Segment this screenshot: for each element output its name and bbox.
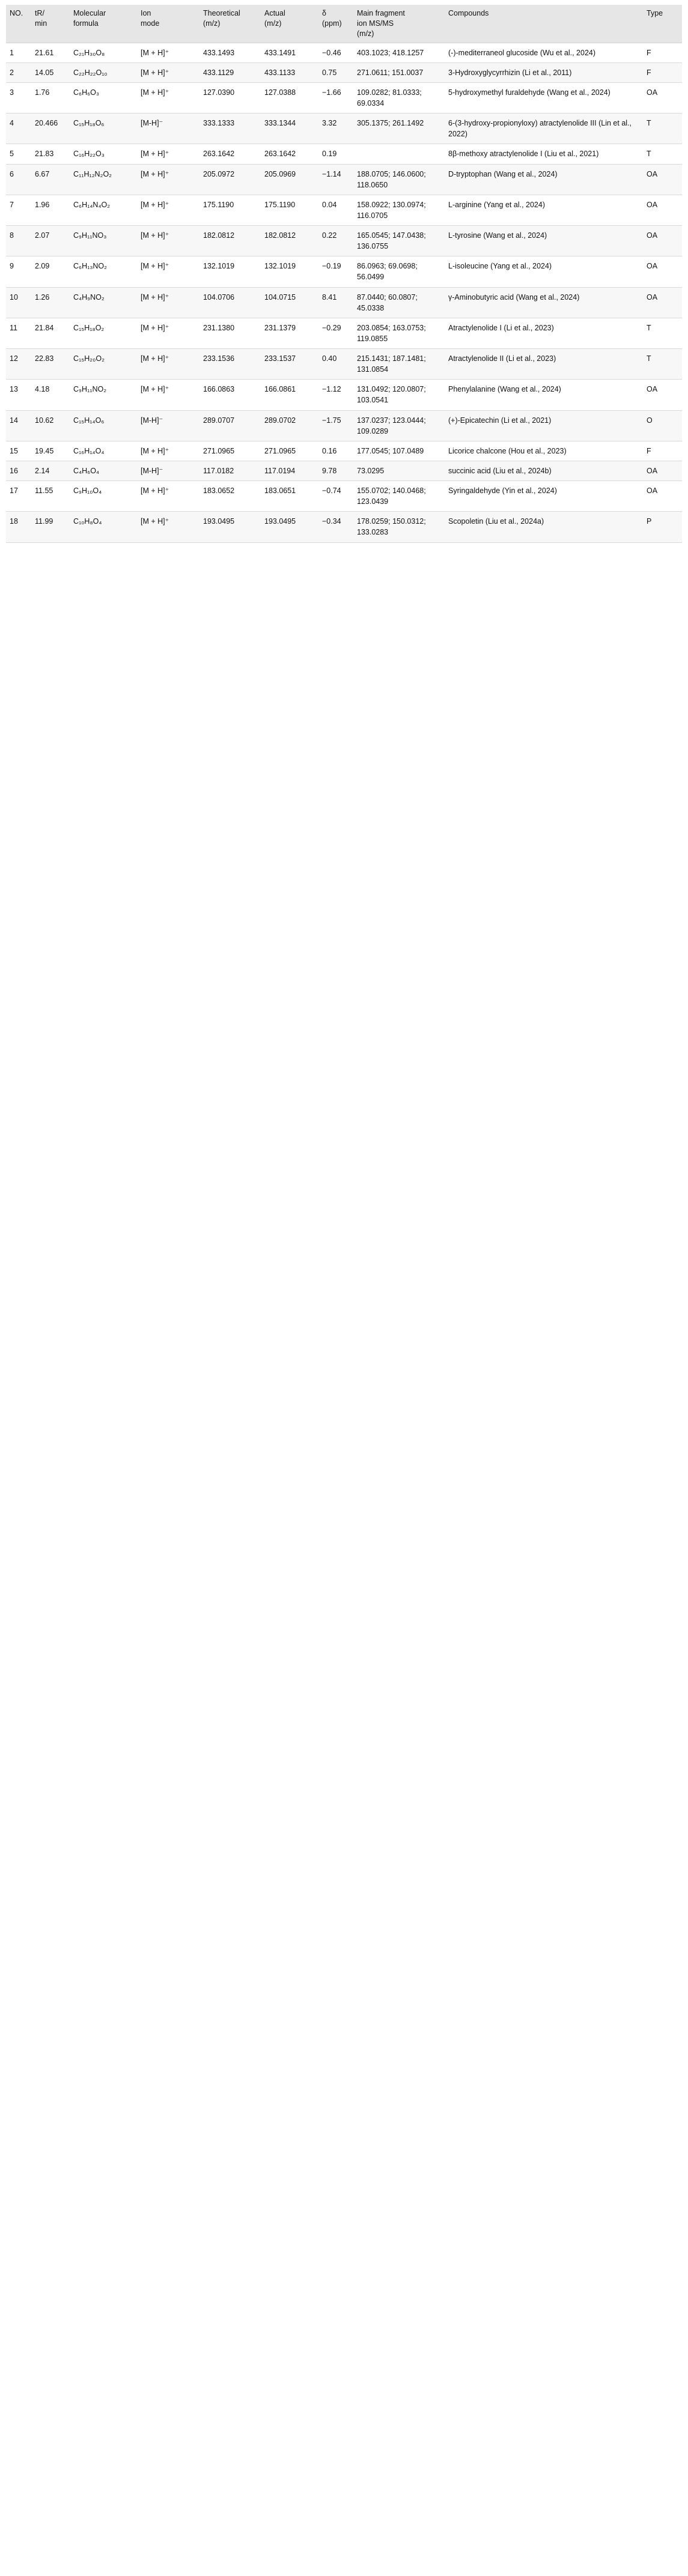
cell-ion-mode: [M + H]⁺ [137, 287, 199, 318]
cell-type: T [643, 144, 682, 164]
cell-retention-time: 1.96 [31, 195, 70, 225]
cell-theoretical-mz: 333.1333 [199, 114, 261, 144]
cell-delta-ppm: −1.75 [318, 410, 353, 441]
cell-delta-ppm: 0.22 [318, 226, 353, 256]
cell-delta-ppm: 0.75 [318, 62, 353, 82]
cell-retention-time: 2.07 [31, 226, 70, 256]
table-body [6, 43, 682, 542]
cell-type: T [643, 114, 682, 144]
cell-delta-ppm: −0.46 [318, 43, 353, 62]
cell-theoretical-mz: 193.0495 [199, 512, 261, 542]
cell-fragment-ions: 403.1023; 418.1257 [353, 43, 445, 62]
cell-theoretical-mz: 433.1493 [199, 43, 261, 62]
header-no: NO. [6, 5, 31, 43]
table-row [6, 256, 682, 287]
table-row [6, 512, 682, 542]
cell-actual-mz: 183.0651 [261, 481, 318, 512]
cell-ion-mode: [M + H]⁺ [137, 481, 199, 512]
cell-delta-ppm: 0.40 [318, 349, 353, 380]
header-type: Type [643, 5, 682, 43]
cell-theoretical-mz: 183.0652 [199, 481, 261, 512]
cell-no: 9 [6, 256, 31, 287]
cell-theoretical-mz: 166.0863 [199, 380, 261, 410]
cell-compound: γ-Aminobutyric acid (Wang et al., 2024) [445, 287, 643, 318]
cell-no: 16 [6, 461, 31, 480]
cell-actual-mz: 117.0194 [261, 461, 318, 480]
cell-actual-mz: 333.1344 [261, 114, 318, 144]
cell-molecular-formula: C₁₀H₈O₄ [70, 512, 137, 542]
table-row [6, 380, 682, 410]
cell-no: 8 [6, 226, 31, 256]
cell-ion-mode: [M + H]⁺ [137, 256, 199, 287]
header-delta-ppm: δ (ppm) [318, 5, 353, 43]
table-row [6, 481, 682, 512]
table-row [6, 287, 682, 318]
cell-delta-ppm: 3.32 [318, 114, 353, 144]
cell-fragment-ions: 86.0963; 69.0698; 56.0499 [353, 256, 445, 287]
cell-molecular-formula: C₂₂H₂₂O₁₀ [70, 62, 137, 82]
cell-type: OA [643, 287, 682, 318]
cell-actual-mz: 263.1642 [261, 144, 318, 164]
cell-ion-mode: [M + H]⁺ [137, 512, 199, 542]
cell-compound: 5-hydroxymethyl furaldehyde (Wang et al., 2024) [445, 82, 643, 113]
cell-actual-mz: 205.0969 [261, 164, 318, 195]
header-fragment-ions: Main fragment ion MS/MS (m/z) [353, 5, 445, 43]
cell-no: 14 [6, 410, 31, 441]
cell-actual-mz: 166.0861 [261, 380, 318, 410]
cell-type: T [643, 318, 682, 348]
cell-type: OA [643, 226, 682, 256]
cell-compound: D-tryptophan (Wang et al., 2024) [445, 164, 643, 195]
cell-retention-time: 21.83 [31, 144, 70, 164]
cell-fragment-ions: 177.0545; 107.0489 [353, 441, 445, 461]
cell-type: T [643, 349, 682, 380]
cell-no: 4 [6, 114, 31, 144]
cell-actual-mz: 433.1491 [261, 43, 318, 62]
cell-fragment-ions: 165.0545; 147.0438; 136.0755 [353, 226, 445, 256]
cell-ion-mode: [M + H]⁺ [137, 380, 199, 410]
cell-type: OA [643, 82, 682, 113]
cell-actual-mz: 127.0388 [261, 82, 318, 113]
cell-actual-mz: 104.0715 [261, 287, 318, 318]
cell-theoretical-mz: 233.1536 [199, 349, 261, 380]
cell-type: OA [643, 481, 682, 512]
cell-no: 3 [6, 82, 31, 113]
cell-ion-mode: [M + H]⁺ [137, 318, 199, 348]
cell-delta-ppm: −1.66 [318, 82, 353, 113]
cell-molecular-formula: C₉H₁₁NO₃ [70, 226, 137, 256]
cell-molecular-formula: C₆H₆O₃ [70, 82, 137, 113]
cell-retention-time: 14.05 [31, 62, 70, 82]
cell-retention-time: 19.45 [31, 441, 70, 461]
cell-fragment-ions: 131.0492; 120.0807; 103.0541 [353, 380, 445, 410]
cell-ion-mode: [M + H]⁺ [137, 144, 199, 164]
cell-delta-ppm: −0.29 [318, 318, 353, 348]
header-actual-mz: Actual (m/z) [261, 5, 318, 43]
cell-retention-time: 2.09 [31, 256, 70, 287]
cell-fragment-ions: 188.0705; 146.0600; 118.0650 [353, 164, 445, 195]
cell-molecular-formula: C₄H₉NO₂ [70, 287, 137, 318]
cell-compound: L-isoleucine (Yang et al., 2024) [445, 256, 643, 287]
cell-actual-mz: 271.0965 [261, 441, 318, 461]
cell-retention-time: 20.466 [31, 114, 70, 144]
cell-molecular-formula: C₁₅H₁₈O₆ [70, 114, 137, 144]
cell-ion-mode: [M-H]⁻ [137, 461, 199, 480]
table-row [6, 441, 682, 461]
cell-compound: (+)-Epicatechin (Li et al., 2021) [445, 410, 643, 441]
cell-actual-mz: 193.0495 [261, 512, 318, 542]
cell-compound: Syringaldehyde (Yin et al., 2024) [445, 481, 643, 512]
cell-type: F [643, 62, 682, 82]
cell-compound: Atractylenolide II (Li et al., 2023) [445, 349, 643, 380]
cell-molecular-formula: C₁₅H₁₈O₂ [70, 318, 137, 348]
cell-fragment-ions: 215.1431; 187.1481; 131.0854 [353, 349, 445, 380]
cell-actual-mz: 289.0702 [261, 410, 318, 441]
cell-retention-time: 21.84 [31, 318, 70, 348]
cell-actual-mz: 233.1537 [261, 349, 318, 380]
cell-retention-time: 1.26 [31, 287, 70, 318]
cell-compound: succinic acid (Liu et al., 2024b) [445, 461, 643, 480]
cell-molecular-formula: C₆H₁₃NO₂ [70, 256, 137, 287]
table-row [6, 226, 682, 256]
cell-retention-time: 4.18 [31, 380, 70, 410]
cell-fragment-ions: 87.0440; 60.0807; 45.0338 [353, 287, 445, 318]
cell-ion-mode: [M + H]⁺ [137, 82, 199, 113]
table-header [6, 5, 682, 43]
cell-molecular-formula: C₄H₆O₄ [70, 461, 137, 480]
cell-type: OA [643, 461, 682, 480]
cell-no: 17 [6, 481, 31, 512]
cell-theoretical-mz: 175.1190 [199, 195, 261, 225]
cell-molecular-formula: C₁₅H₁₄O₆ [70, 410, 137, 441]
cell-ion-mode: [M + H]⁺ [137, 43, 199, 62]
cell-compound: Phenylalanine (Wang et al., 2024) [445, 380, 643, 410]
cell-molecular-formula: C₂₁H₃₀O₈ [70, 43, 137, 62]
table-row [6, 318, 682, 348]
cell-type: F [643, 43, 682, 62]
cell-molecular-formula: C₁₆H₂₂O₃ [70, 144, 137, 164]
cell-theoretical-mz: 117.0182 [199, 461, 261, 480]
cell-molecular-formula: C₁₆H₁₄O₄ [70, 441, 137, 461]
header-theoretical-mz: Theoretical (m/z) [199, 5, 261, 43]
cell-type: O [643, 410, 682, 441]
cell-ion-mode: [M + H]⁺ [137, 164, 199, 195]
cell-delta-ppm: 8.41 [318, 287, 353, 318]
cell-fragment-ions: 203.0854; 163.0753; 119.0855 [353, 318, 445, 348]
cell-retention-time: 11.99 [31, 512, 70, 542]
cell-molecular-formula: C₁₁H₁₂N₂O₂ [70, 164, 137, 195]
cell-type: OA [643, 164, 682, 195]
compound-table [6, 5, 682, 543]
cell-no: 2 [6, 62, 31, 82]
cell-fragment-ions: 73.0295 [353, 461, 445, 480]
cell-theoretical-mz: 433.1129 [199, 62, 261, 82]
table-row [6, 461, 682, 480]
cell-compound: L-arginine (Yang et al., 2024) [445, 195, 643, 225]
cell-delta-ppm: 0.19 [318, 144, 353, 164]
cell-molecular-formula: C₉H₁₁NO₂ [70, 380, 137, 410]
cell-compound: 6-(3-hydroxy-propionyloxy) atractylenolide III (Lin et al., 2022) [445, 114, 643, 144]
cell-delta-ppm: 0.16 [318, 441, 353, 461]
cell-theoretical-mz: 132.1019 [199, 256, 261, 287]
cell-delta-ppm: −1.14 [318, 164, 353, 195]
cell-compound: (-)-mediterraneol glucoside (Wu et al., 2024) [445, 43, 643, 62]
cell-compound: 3-Hydroxyglycyrrhizin (Li et al., 2011) [445, 62, 643, 82]
cell-molecular-formula: C₉H₁₀O₄ [70, 481, 137, 512]
table-row [6, 410, 682, 441]
cell-fragment-ions: 137.0237; 123.0444; 109.0289 [353, 410, 445, 441]
table-row [6, 164, 682, 195]
cell-ion-mode: [M + H]⁺ [137, 195, 199, 225]
cell-no: 7 [6, 195, 31, 225]
table-row [6, 195, 682, 225]
cell-type: F [643, 441, 682, 461]
cell-theoretical-mz: 104.0706 [199, 287, 261, 318]
header-retention-time: tR/ min [31, 5, 70, 43]
header-row [6, 5, 682, 43]
cell-compound: Licorice chalcone (Hou et al., 2023) [445, 441, 643, 461]
cell-delta-ppm: −0.34 [318, 512, 353, 542]
cell-delta-ppm: 9.78 [318, 461, 353, 480]
table-row [6, 349, 682, 380]
cell-fragment-ions: 109.0282; 81.0333; 69.0334 [353, 82, 445, 113]
table-row [6, 144, 682, 164]
cell-type: OA [643, 195, 682, 225]
cell-retention-time: 2.14 [31, 461, 70, 480]
table-page [0, 0, 688, 550]
cell-no: 18 [6, 512, 31, 542]
cell-theoretical-mz: 271.0965 [199, 441, 261, 461]
cell-fragment-ions [353, 144, 445, 164]
cell-molecular-formula: C₁₅H₂₀O₂ [70, 349, 137, 380]
cell-ion-mode: [M-H]⁻ [137, 410, 199, 441]
cell-ion-mode: [M + H]⁺ [137, 62, 199, 82]
cell-compound: Atractylenolide I (Li et al., 2023) [445, 318, 643, 348]
cell-actual-mz: 433.1133 [261, 62, 318, 82]
header-molecular-formula: Molecular formula [70, 5, 137, 43]
header-ion-mode: Ion mode [137, 5, 199, 43]
table-row [6, 62, 682, 82]
cell-type: OA [643, 256, 682, 287]
cell-no: 10 [6, 287, 31, 318]
cell-actual-mz: 132.1019 [261, 256, 318, 287]
cell-theoretical-mz: 289.0707 [199, 410, 261, 441]
cell-retention-time: 21.61 [31, 43, 70, 62]
cell-theoretical-mz: 231.1380 [199, 318, 261, 348]
cell-delta-ppm: −1.12 [318, 380, 353, 410]
cell-fragment-ions: 178.0259; 150.0312; 133.0283 [353, 512, 445, 542]
cell-actual-mz: 182.0812 [261, 226, 318, 256]
cell-retention-time: 1.76 [31, 82, 70, 113]
cell-fragment-ions: 271.0611; 151.0037 [353, 62, 445, 82]
cell-delta-ppm: −0.74 [318, 481, 353, 512]
cell-delta-ppm: −0.19 [318, 256, 353, 287]
cell-delta-ppm: 0.04 [318, 195, 353, 225]
cell-ion-mode: [M + H]⁺ [137, 226, 199, 256]
cell-ion-mode: [M-H]⁻ [137, 114, 199, 144]
cell-compound: Scopoletin (Liu et al., 2024a) [445, 512, 643, 542]
cell-retention-time: 22.83 [31, 349, 70, 380]
cell-no: 13 [6, 380, 31, 410]
cell-theoretical-mz: 205.0972 [199, 164, 261, 195]
cell-ion-mode: [M + H]⁺ [137, 441, 199, 461]
table-row [6, 82, 682, 113]
cell-no: 15 [6, 441, 31, 461]
cell-theoretical-mz: 127.0390 [199, 82, 261, 113]
cell-no: 5 [6, 144, 31, 164]
cell-retention-time: 11.55 [31, 481, 70, 512]
cell-retention-time: 10.62 [31, 410, 70, 441]
cell-type: P [643, 512, 682, 542]
cell-no: 11 [6, 318, 31, 348]
cell-compound: L-tyrosine (Wang et al., 2024) [445, 226, 643, 256]
cell-theoretical-mz: 263.1642 [199, 144, 261, 164]
cell-actual-mz: 175.1190 [261, 195, 318, 225]
cell-retention-time: 6.67 [31, 164, 70, 195]
cell-fragment-ions: 305.1375; 261.1492 [353, 114, 445, 144]
cell-molecular-formula: C₆H₁₄N₄O₂ [70, 195, 137, 225]
cell-fragment-ions: 158.0922; 130.0974; 116.0705 [353, 195, 445, 225]
cell-type: OA [643, 380, 682, 410]
cell-actual-mz: 231.1379 [261, 318, 318, 348]
cell-compound: 8β-methoxy atractylenolide I (Liu et al., 2021) [445, 144, 643, 164]
header-compounds: Compounds [445, 5, 643, 43]
table-row [6, 43, 682, 62]
cell-theoretical-mz: 182.0812 [199, 226, 261, 256]
cell-no: 6 [6, 164, 31, 195]
cell-ion-mode: [M + H]⁺ [137, 349, 199, 380]
table-row [6, 114, 682, 144]
cell-no: 12 [6, 349, 31, 380]
cell-fragment-ions: 155.0702; 140.0468; 123.0439 [353, 481, 445, 512]
cell-no: 1 [6, 43, 31, 62]
